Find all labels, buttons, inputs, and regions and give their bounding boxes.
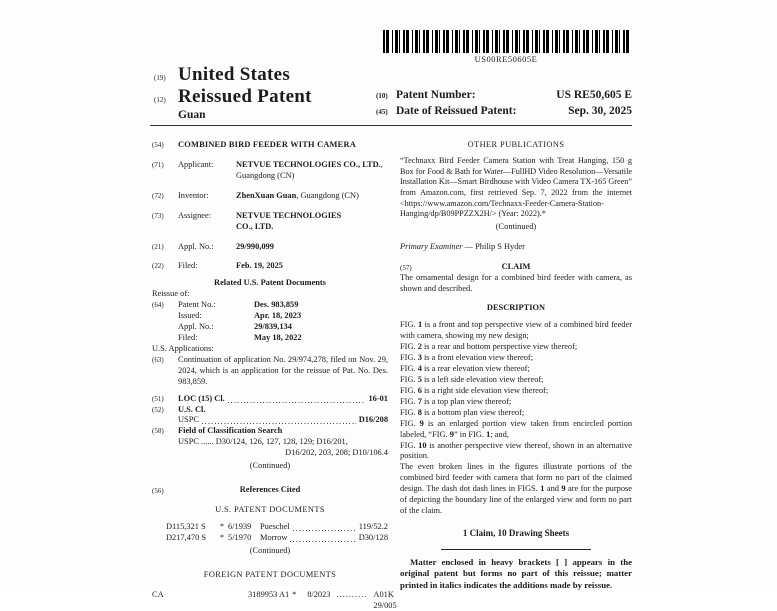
patent-number: US RE50,605 E	[556, 89, 632, 101]
ref-name: Morrow	[260, 532, 288, 542]
reissue-issued-value: Apr. 18, 2023	[254, 311, 302, 321]
ref-star: *	[219, 521, 225, 531]
appl-no-label: Appl. No.:	[178, 241, 214, 251]
figure-line: FIG. 10 is another perspective view thereof, shown in an alternative position.	[400, 440, 632, 461]
dot-leader	[202, 423, 356, 424]
barcode-block	[383, 30, 629, 64]
broken-lines-note: The even broken lines in the figures illustrate portions of the combined bird feeder with camera that form no part of the claimed design. The dash dot dash lines in FIGS. 1 and 9 are for the purpose of depicting the boundary line of the enlarged view and form no part of the claim.	[400, 462, 633, 516]
continuation-text: Continuation of application No. 29/974,278, filed on Nov. 29, 2024, which is an application for the reissue of Pat. No. Des. 983,859.	[178, 354, 388, 386]
figure-descriptions	[400, 320, 632, 517]
ins-code-22: (22)	[152, 262, 164, 271]
spacer	[152, 328, 178, 329]
filed-label: Filed:	[178, 261, 198, 271]
patent-number-label: Patent Number:	[396, 89, 476, 101]
description-heading: DESCRIPTION	[486, 303, 546, 313]
ins-code-57: (57)	[400, 263, 412, 272]
us-cl-row	[152, 405, 388, 416]
inventor-label: Inventor:	[178, 190, 209, 200]
ref-number: D217,470 S	[166, 532, 207, 542]
uspc-label: USPC	[178, 415, 199, 425]
applicant-value: NETVUE TECHNOLOGIES CO., LTD., Guangdong (CN)	[236, 159, 383, 180]
title-row	[152, 140, 388, 151]
foreign-patent-documents-heading: FOREIGN PATENT DOCUMENTS	[203, 569, 337, 579]
reissue-date: Sep. 30, 2025	[568, 105, 632, 118]
country-title: United States	[178, 64, 291, 85]
filed-row	[152, 261, 388, 272]
foreign-date: 8/2023	[307, 589, 331, 599]
us-reference-row	[152, 522, 388, 533]
inventor-value: ZhenXuan Guan, Guangdong (CN)	[236, 190, 359, 200]
left-column	[152, 134, 397, 611]
ins-code-63: (63)	[152, 355, 164, 364]
ins-code-73: (73)	[152, 211, 164, 220]
appl-no-row	[152, 242, 388, 253]
claims-summary: 1 Claim, 10 Drawing Sheets	[462, 527, 570, 538]
field-search-continued: (Continued)	[249, 461, 291, 471]
spacer	[152, 339, 178, 340]
foreign-country: CA	[152, 589, 164, 599]
loc-label: LOC (15) Cl.	[178, 393, 225, 403]
dot-leader: ..........	[336, 589, 368, 599]
reissue-row	[152, 322, 388, 333]
figure-line: FIG. 3 is a front elevation view thereof;	[400, 353, 534, 363]
reissue-issued-label: Issued:	[178, 311, 202, 321]
ins-code-19: (19)	[154, 74, 166, 82]
ins-code-54: (54)	[152, 141, 164, 149]
right-column	[400, 134, 632, 592]
us-cl-label: U.S. Cl.	[178, 404, 206, 414]
header-left	[154, 64, 312, 121]
figure-line: FIG. 9 is an enlarged portion view taken from encircled portion labeled, “FIG. 9” in FIG. 1; and,	[400, 418, 633, 439]
header-right	[376, 87, 632, 119]
ins-code-72: (72)	[152, 191, 164, 200]
reissue-patent-no-value: Des. 983,859	[254, 300, 299, 310]
reissue-filed-label: Filed:	[178, 332, 198, 342]
reissue-row	[152, 311, 388, 322]
filed-value: Feb. 19, 2025	[236, 261, 283, 271]
us-patent-documents-heading: U.S. PATENT DOCUMENTS	[215, 504, 325, 514]
ins-code-21: (21)	[152, 242, 164, 251]
header-divider	[150, 125, 632, 126]
us-reference-row	[152, 533, 388, 544]
figure-line: FIG. 7 is a top plan view thereof;	[400, 396, 512, 406]
figure-line: FIG. 1 is a front and top perspective view of a combined bird feeder with camera, showing my new design;	[400, 320, 632, 341]
reissue-of-label: Reissue of:	[152, 289, 190, 299]
primary-examiner-line: Primary Examiner — Philip S Hyder	[400, 241, 525, 251]
related-documents-heading: Related U.S. Patent Documents	[214, 278, 326, 288]
dot-leader	[293, 530, 356, 531]
continuation-row	[152, 355, 388, 388]
assignee-value: NETVUE TECHNOLOGIES CO., LTD.	[236, 210, 342, 231]
figure-line: FIG. 5 is a left side elevation view thereof;	[400, 375, 544, 384]
loc-value: 16-01	[368, 393, 388, 403]
ref-date: 6/1939	[228, 521, 252, 531]
other-publications-heading: OTHER PUBLICATIONS	[467, 140, 565, 149]
publications-continued: (Continued)	[495, 221, 537, 231]
invention-title: COMBINED BIRD FEEDER WITH CAMERA	[178, 140, 356, 149]
ins-code-51: (51)	[152, 394, 164, 403]
ref-name: Pueschel	[260, 521, 290, 531]
dot-leader	[228, 402, 366, 403]
ins-code-56: (56)	[152, 487, 164, 496]
references-cited-heading-row	[152, 485, 388, 496]
ins-code-64: (64)	[152, 301, 164, 310]
ref-class: 119/52.2	[358, 521, 388, 531]
page-content	[150, 26, 633, 610]
reissue-appl-no-value: 29/839,134	[254, 322, 292, 332]
figure-line: FIG. 6 is a right side elevation view thereof;	[400, 385, 549, 395]
figure-line: FIG. 2 is a rear and bottom perspective view thereof;	[400, 342, 578, 352]
notice-divider	[441, 549, 591, 550]
applicant-row	[152, 160, 388, 182]
reissue-date-label: Date of Reissued Patent:	[396, 105, 517, 118]
assignee-label: Assignee:	[178, 210, 212, 220]
uspc-value: D16/208	[358, 415, 388, 425]
assignee-row	[152, 211, 388, 233]
ins-code-10: (10)	[376, 92, 388, 100]
ref-star: *	[219, 532, 225, 542]
figure-line: FIG. 4 is a rear elevation view thereof;	[400, 364, 530, 374]
foreign-reference-row	[152, 589, 397, 611]
claim-heading: CLAIM	[501, 261, 531, 271]
inventor-row	[152, 191, 388, 202]
loc-class-row	[152, 394, 388, 405]
reissue-patent-no-label: Patent No.:	[178, 300, 216, 310]
foreign-star: *	[292, 589, 297, 599]
dot-leader	[290, 541, 355, 542]
uspc-row	[178, 415, 388, 426]
inventor-surname: Guan	[178, 108, 206, 121]
field-search-line2: D16/202, 203, 208; D10/106.4	[285, 448, 388, 458]
reissue-row	[152, 300, 388, 311]
appl-no-value: 29/990,099	[236, 241, 274, 251]
claim-text: The ornamental design for a combined bird feeder with camera, as shown and described.	[400, 272, 632, 293]
field-search-line1: USPC ...... D30/124, 126, 127, 128, 129; D16/201,	[178, 437, 348, 447]
us-applications-label: U.S. Applications:	[152, 343, 214, 353]
field-search-label: Field of Classification Search	[178, 426, 283, 436]
ins-code-52: (52)	[152, 405, 164, 414]
claim-heading-row	[400, 262, 632, 273]
ins-code-45: (45)	[376, 108, 388, 117]
figure-line: FIG. 8 is a bottom plan view thereof;	[400, 407, 525, 417]
ref-class: D30/128	[358, 532, 388, 542]
document-kind: Reissued Patent	[178, 85, 312, 107]
applicant-label: Applicant:	[178, 159, 214, 169]
foreign-class: A01K 29/005	[373, 589, 397, 610]
us-references-continued: (Continued)	[249, 545, 291, 555]
citation-text: “Technaxx Bird Feeder Camera Station with Treat Hanging, 150 g Box for Food & Bath for Water—FullHD Video Resolution—Versatile Installation Kit—Smart Birdhouse with Video Camera TX-165 Green” from Amazon.com, first retrieved Sep. 7, 2022 from the internet <https://www.amazon.com/Technaxx-Feeder-Camera-Station-Hanging/dp/B09PPZZX2H/> (Year: 2022).*	[400, 155, 632, 219]
references-cited-heading: References Cited	[239, 485, 301, 495]
barcode-number: US00RE50605E	[474, 54, 538, 64]
ins-code-12: (12)	[154, 95, 166, 104]
field-search-row	[152, 426, 388, 437]
ins-code-71: (71)	[152, 160, 164, 169]
ref-date: 5/1970	[228, 532, 252, 542]
ref-number: D115,321 S	[166, 521, 206, 531]
ins-code-58: (58)	[152, 427, 164, 436]
foreign-number: 3189953 A1	[248, 589, 290, 599]
spacer	[152, 317, 178, 318]
reissue-row	[152, 333, 388, 344]
reissue-notice: Matter enclosed in heavy brackets [ ] appears in the original patent but forms no part of this reissue; matter printed in italics indicates the additions made by reissue.	[400, 556, 632, 590]
barcode	[383, 30, 629, 53]
reissue-appl-no-label: Appl. No.:	[178, 322, 214, 332]
reissue-filed-value: May 18, 2022	[254, 332, 302, 342]
